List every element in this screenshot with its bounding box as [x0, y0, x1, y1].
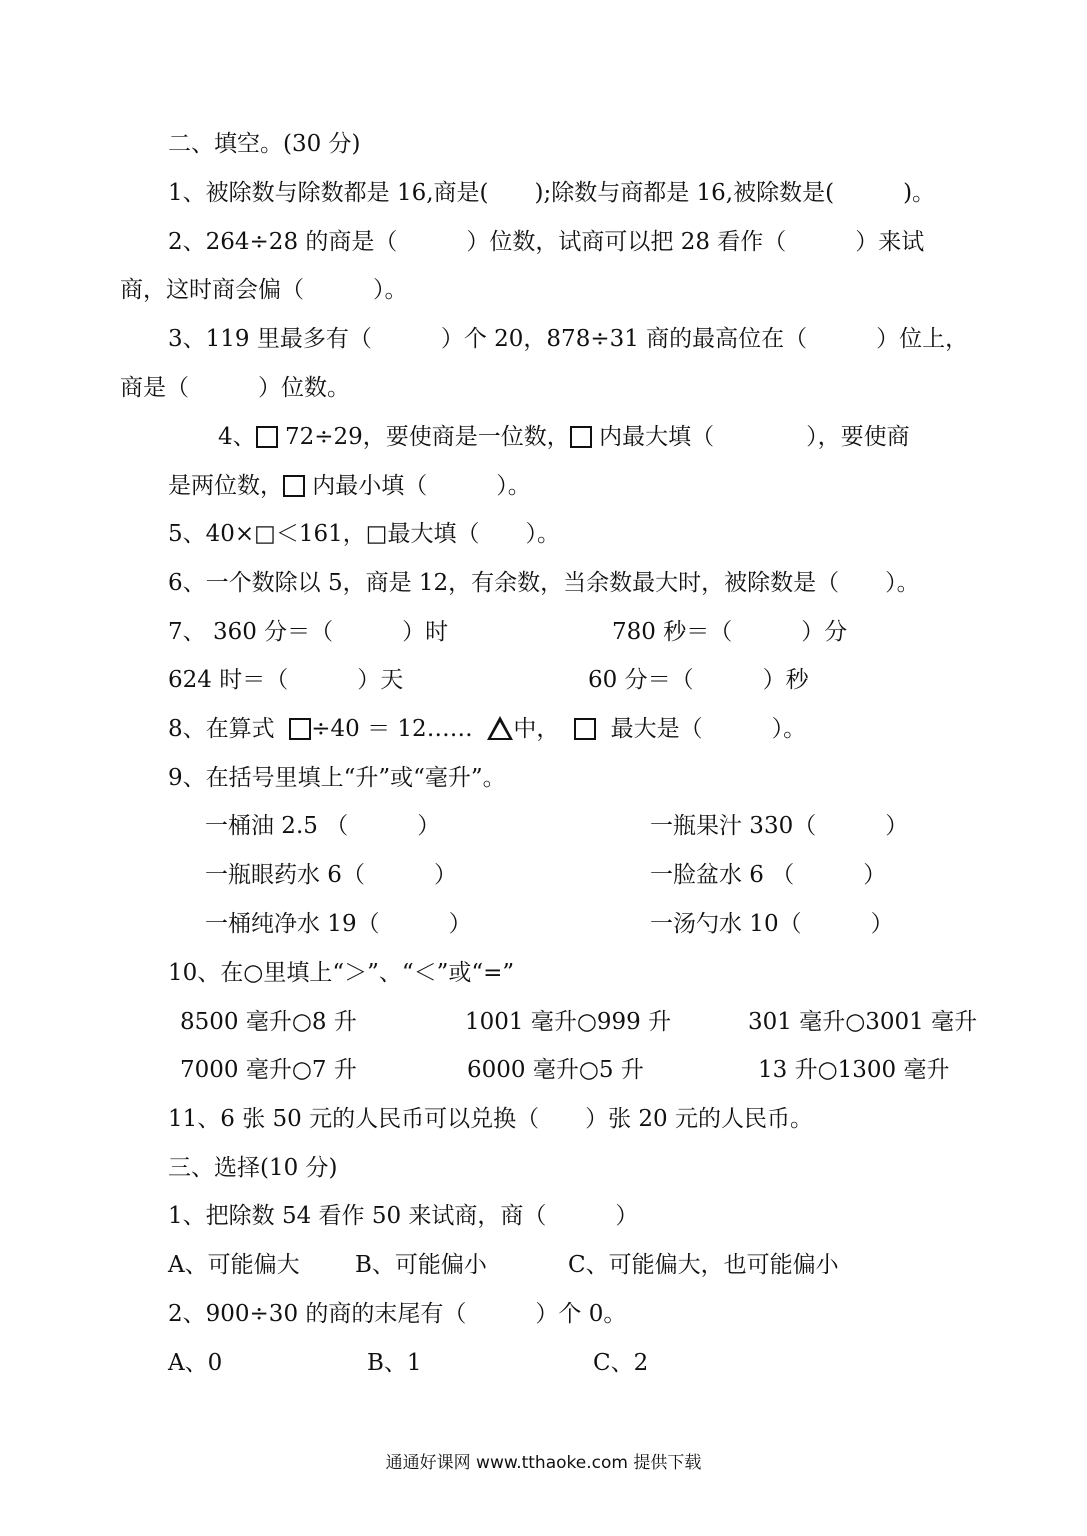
question-9-item: 一瓶果汁 330（ ） — [650, 813, 909, 839]
question-11: 11、6 张 50 元的人民币可以兑换（ ）张 20 元的人民币。 — [168, 1106, 813, 1132]
question-7-d: 60 分＝（ ）秒 — [588, 667, 809, 693]
choice-2-option-a: A、0 — [168, 1350, 223, 1376]
question-4-text-2: 内最大填（ ），要使商 — [591, 424, 910, 450]
choice-1-option-b: B、可能偏小 — [355, 1252, 487, 1278]
question-7-c: 624 时＝（ ）天 — [168, 667, 404, 693]
question-4-text-4: 内最小填（ ）。 — [305, 473, 531, 499]
question-3-line-2: 商是（ ）位数。 — [120, 375, 350, 401]
question-2-line-1: 2、264÷28 的商是（ ）位数，试商可以把 28 看作（ ）来试 — [168, 229, 925, 255]
question-5: 5、40×□＜161，□最大填（ ）。 — [168, 521, 561, 547]
question-4-number: 4、 — [218, 424, 256, 450]
blank-box-icon — [283, 475, 305, 497]
question-4-line-2 — [168, 470, 531, 502]
question-9-item: 一瓶眼药水 6（ ） — [205, 862, 457, 888]
question-9-item: 一桶油 2.5 （ ） — [205, 813, 441, 839]
question-3-line-1: 3、119 里最多有（ ）个 20，878÷31 商的最高位在（ ）位上， — [168, 326, 969, 352]
question-6: 6、一个数除以 5，商是 12，有余数，当余数最大时，被除数是（ ）。 — [168, 570, 920, 596]
question-7-a: 7、 360 分＝（ ）时 — [168, 619, 449, 645]
question-4-text-1: 72÷29，要使商是一位数， — [277, 424, 570, 450]
question-8 — [168, 713, 806, 745]
question-9-item: 一汤勺水 10（ ） — [650, 911, 894, 937]
footer-watermark: 通通好课网 www.tthaoke.com 提供下载 — [385, 1453, 702, 1473]
question-7-b: 780 秒＝（ ）分 — [612, 619, 848, 645]
blank-box-icon — [256, 426, 278, 448]
blank-box-icon — [289, 718, 311, 740]
question-8-text-4: 最大是（ ）。 — [610, 716, 807, 742]
question-4-line-1 — [218, 421, 910, 453]
question-10-item: 8500 毫升○8 升 — [180, 1009, 357, 1035]
section-choice-title: 三、选择(10 分) — [168, 1155, 338, 1181]
question-10-item: 13 升○1300 毫升 — [758, 1057, 950, 1083]
question-4-text-3: 是两位数， — [168, 473, 283, 499]
question-10-title: 10、在○里填上“＞”、“＜”或“=” — [168, 960, 515, 986]
question-9-item: 一脸盆水 6 （ ） — [650, 862, 887, 888]
choice-1-option-a: A、可能偏大 — [168, 1252, 300, 1278]
question-2-line-2: 商，这时商会偏（ ）。 — [120, 277, 408, 303]
choice-2-question: 2、900÷30 的商的末尾有（ ）个 0。 — [168, 1301, 627, 1327]
blank-box-icon — [570, 426, 592, 448]
choice-2-option-b: B、1 — [367, 1350, 422, 1376]
question-10-item: 7000 毫升○7 升 — [180, 1057, 357, 1083]
triangle-icon — [487, 716, 513, 740]
question-10-item: 301 毫升○3001 毫升 — [748, 1009, 978, 1035]
choice-2-option-c: C、2 — [593, 1350, 649, 1376]
question-10-item: 1001 毫升○999 升 — [465, 1009, 672, 1035]
blank-box-icon — [574, 718, 596, 740]
choice-1-option-c: C、可能偏大，也可能偏小 — [568, 1252, 839, 1278]
question-9-item: 一桶纯净水 19（ ） — [205, 911, 472, 937]
choice-1-question: 1、把除数 54 看作 50 来试商，商（ ） — [168, 1203, 639, 1229]
question-8-text-3: 中， — [513, 716, 560, 742]
question-10-item: 6000 毫升○5 升 — [467, 1057, 644, 1083]
question-9-title: 9、在括号里填上“升”或“毫升”。 — [168, 765, 506, 791]
question-8-text-1: 8、在算式 — [168, 716, 275, 742]
section-fill-title: 二、填空。(30 分) — [168, 131, 361, 157]
question-8-text-2: ÷40 ＝ 12…… — [311, 716, 473, 742]
question-1: 1、被除数与除数都是 16,商是( );除数与商都是 16,被除数是( )。 — [168, 180, 936, 206]
